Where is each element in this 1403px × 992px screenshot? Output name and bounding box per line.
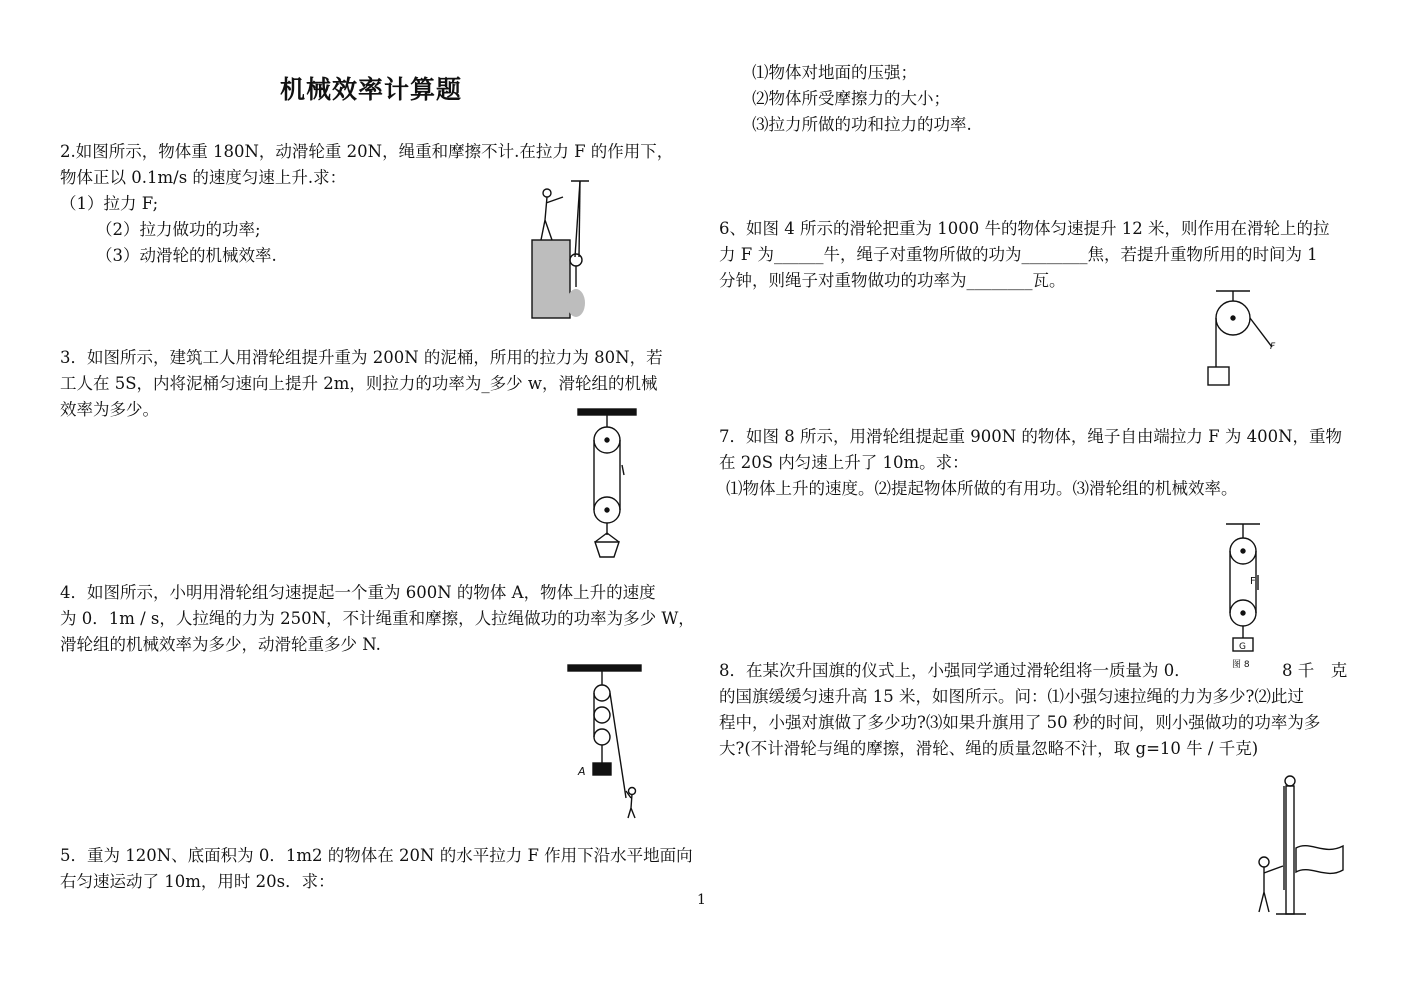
q6-line-3: 分钟，则绳子对重物做功的功率为________瓦。 bbox=[719, 271, 1066, 290]
q6-line-2: 力 F 为______牛，绳子对重物所做的功为________焦，若提升重物所用的时间为 1 bbox=[719, 245, 1318, 264]
q8-line-2: 的国旗缓缓匀速升高 15 米，如图所示。问：⑴小强匀速拉绳的力为多少?⑵此过 bbox=[719, 687, 1304, 706]
worker-head bbox=[543, 189, 551, 197]
q4-line-2: 为 0．1m / s，人拉绳的力为 250N，不计绳重和摩擦，人拉绳做功的功率为多少 W， bbox=[60, 609, 695, 628]
ceiling-beam bbox=[568, 665, 641, 671]
mud-bucket bbox=[595, 542, 619, 557]
q3-line-1: 3．如图所示，建筑工人用滑轮组提升重为 200N 的泥桶，所用的拉力为 80N，若 bbox=[60, 348, 663, 367]
flag bbox=[1296, 846, 1343, 874]
q5-part-1: ⑴物体对地面的压强； bbox=[752, 63, 917, 82]
figure-q7-pulley-system bbox=[1218, 520, 1273, 675]
q2-part-2: （2）拉力做功的功率; bbox=[96, 220, 261, 239]
top-pulley bbox=[1285, 776, 1295, 786]
weight-bag bbox=[567, 289, 585, 317]
q2-line-1: 2.如图所示，物体重 180N，动滑轮重 20N，绳重和摩擦不计.在拉力 F 的作用下， bbox=[60, 142, 674, 161]
q7-line-1: 7．如图 8 所示，用滑轮组提起重 900N 的物体，绳子自由端拉力 F 为 400N，重物 bbox=[719, 427, 1343, 446]
figure-8-caption: 图 8 bbox=[1232, 660, 1250, 670]
q8-line-4: 大?(不计滑轮与绳的摩擦，滑轮、绳的质量忽略不汁，取 g=10 牛 / 千克) bbox=[719, 739, 1259, 758]
q4-line-3: 滑轮组的机械效率为多少，动滑轮重多少 N. bbox=[60, 635, 381, 654]
page-title: 机械效率计算题 bbox=[280, 75, 463, 104]
person-body bbox=[626, 791, 635, 818]
q2-line-2: 物体正以 0.1m/s 的速度匀速上升.求： bbox=[60, 168, 347, 187]
ledge-block bbox=[532, 240, 570, 318]
object-a bbox=[593, 763, 611, 775]
figure-q8-flagpole bbox=[1248, 770, 1348, 920]
force-f-label: F bbox=[1250, 576, 1256, 587]
q8-line-1: 8．在某次升国旗的仪式上，小强同学通过滑轮组将一质量为 0． bbox=[719, 661, 1191, 680]
q3-line-2: 工人在 5S，内将泥桶匀速向上提升 2m，则拉力的功率为_多少 w，滑轮组的机械 bbox=[60, 374, 658, 393]
force-f-label: F bbox=[1270, 342, 1276, 352]
q8-line-3: 程中，小强对旗做了多少功?⑶如果升旗用了 50 秒的时间，则小强做功的功率为多 bbox=[719, 713, 1321, 732]
q5-line-1: 5．重为 120N、底面积为 0．1m2 的物体在 20N 的水平拉力 F 作用下沿水平地面向 bbox=[60, 846, 693, 865]
q4-line-1: 4．如图所示，小明用滑轮组匀速提起一个重为 600N 的物体 A，物体上升的速度 bbox=[60, 583, 656, 602]
ceiling-beam bbox=[578, 409, 636, 415]
q8-line-1-end: 8 千 克 bbox=[1282, 661, 1348, 680]
figure-q2-worker-pulley bbox=[525, 175, 600, 320]
q5-part-3: ⑶拉力所做的功和拉力的功率. bbox=[752, 115, 972, 134]
pulley-2 bbox=[594, 707, 610, 723]
figure-q6-fixed-pulley bbox=[1200, 285, 1285, 390]
object-a-label: A bbox=[578, 765, 586, 778]
flagpole bbox=[1286, 786, 1294, 914]
pulley-3 bbox=[594, 729, 610, 745]
page-number: 1 bbox=[697, 892, 706, 908]
q2-part-3: （3）动滑轮的机械效率. bbox=[96, 246, 277, 265]
q5-line-2: 右匀速运动了 10m，用时 20s．求： bbox=[60, 872, 335, 891]
weight-g-label: G bbox=[1239, 642, 1246, 652]
movable-pulley bbox=[570, 254, 582, 266]
q2-part-1: （1）拉力 F; bbox=[60, 194, 159, 213]
q7-line-3: ⑴物体上升的速度。⑵提起物体所做的有用功。⑶滑轮组的机械效率。 bbox=[726, 479, 1238, 498]
person-head bbox=[1259, 857, 1269, 867]
figure-q4-pulley-block bbox=[566, 663, 646, 820]
figure-q3-pulley-system bbox=[570, 405, 645, 565]
hanging-weight bbox=[1208, 367, 1229, 385]
q6-line-1: 6、如图 4 所示的滑轮把重为 1000 牛的物体匀速提升 12 米，则作用在滑轮上的拉 bbox=[719, 219, 1330, 238]
person-head bbox=[629, 788, 636, 795]
worker-body bbox=[541, 197, 563, 240]
pulley-1 bbox=[594, 685, 610, 701]
q7-line-2: 在 20S 内匀速上升了 10m。求： bbox=[719, 453, 969, 472]
q5-part-2: ⑵物体所受摩擦力的大小； bbox=[752, 89, 950, 108]
q3-line-3: 效率为多少。 bbox=[60, 400, 159, 419]
person-body bbox=[1259, 866, 1283, 912]
